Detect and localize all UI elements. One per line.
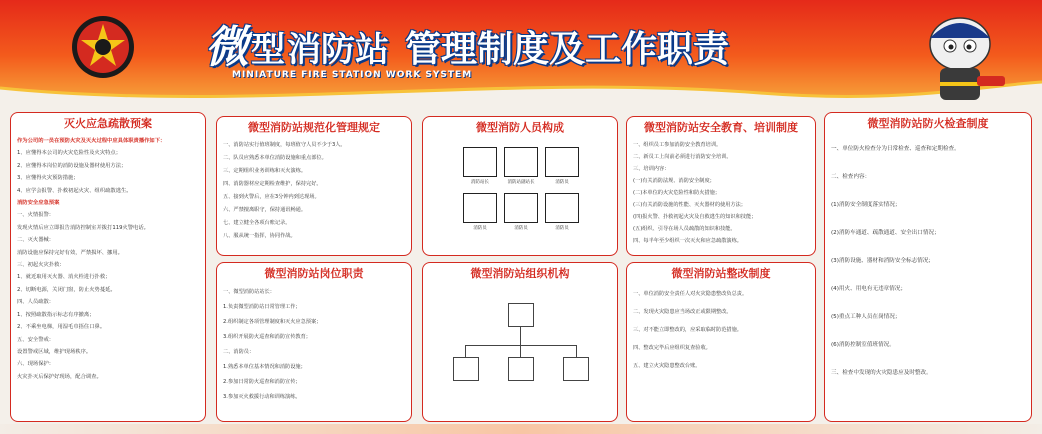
text-line: 1、按照疏散指示标志有序撤离；: [17, 311, 95, 318]
text-line: 消防设施应保持完好有效，严禁损坏、挪用。: [17, 249, 123, 256]
text-line: 四、整改完毕后应组织复查验收。: [633, 345, 711, 351]
text-line: (4)用火、用电有无违章情况；: [831, 286, 907, 292]
text-line: 2.组织制定各项管理制度和灭火应急预案；: [223, 319, 322, 325]
photo-caption: 消防站副站长: [507, 180, 535, 185]
text-line: 3.参加灭火救援行动和训练演练。: [223, 394, 301, 400]
text-line: (5)重点工种人员在岗情况；: [831, 314, 901, 320]
panel-body: [17, 135, 199, 417]
page-title: [205, 18, 730, 73]
text-line: 4、应学会报警、扑救初起火灾、组织疏散逃生。: [17, 187, 132, 194]
text-line: 火灾扑灭后保护好现场，配合调查。: [17, 373, 102, 380]
text-line: 1、就近取用灭火器、消火栓进行扑救；: [17, 274, 111, 281]
panel-rectification: [626, 262, 816, 422]
photo-placeholder: [463, 193, 497, 223]
text-line: 三、对不能立即整改的，应采取临时防范措施。: [633, 327, 742, 333]
text-line: 一、单位防火检查分为日常检查、巡查和定期检查。: [831, 146, 960, 152]
text-line: (1)消防安全制度落实情况；: [831, 202, 901, 208]
photo-caption: 消防站长: [471, 180, 489, 185]
panel-body: [223, 139, 405, 251]
panel-inspection: [824, 112, 1032, 422]
text-line: 发现火情后应立即报告消防控制室并拨打119火警电话。: [17, 224, 149, 231]
text-line: (6)消防控制室值班情况。: [831, 342, 895, 348]
text-line: 一、消防站实行值班制度，每班值守人员不少于3人。: [223, 142, 346, 148]
org-node: [453, 357, 479, 381]
panel-title: 微型消防站组织机构: [470, 267, 570, 280]
text-line: (四)报火警、扑救初起火灾及自救逃生的知识和技能；: [633, 214, 757, 220]
text-line: (2)消防车通道、疏散通道、安全出口情况；: [831, 230, 940, 236]
org-connector: [465, 345, 466, 357]
text-line: 2、切断电源，关闭门窗，防止火势蔓延。: [17, 286, 116, 293]
text-line: 2、不乘坐电梯，用湿毛巾捂住口鼻。: [17, 324, 106, 331]
photo-placeholder: [545, 147, 579, 177]
panel-title: 微型消防站岗位职责: [264, 267, 364, 280]
title-char-3: 消防站: [287, 30, 389, 70]
panel-training: [626, 116, 816, 256]
text-line: 1.负责微型消防站日常管理工作；: [223, 304, 301, 310]
org-node-top: [508, 303, 534, 327]
fire-emblem-icon: [70, 14, 136, 80]
text-line: 二、灭火器械：: [17, 237, 55, 244]
panel-body: [633, 139, 809, 251]
text-line: 1、应懂得本公司的火灾危险性及火灾特点；: [17, 150, 122, 157]
photo-placeholder: [463, 147, 497, 177]
text-line: 一、单位消防安全责任人对火灾隐患整改负总责。: [633, 291, 748, 297]
panel-title: 微型消防人员构成: [476, 121, 564, 134]
text-line: 2.参加日常防火巡查和消防宣传；: [223, 379, 301, 385]
text-line: 四、消防器材应定期检查维护，保持完好。: [223, 181, 322, 187]
panel-standard-management: [216, 116, 412, 256]
text-line: 六、现场保护：: [17, 361, 55, 368]
text-line: 二、消防员：: [223, 349, 255, 355]
text-line: 二、新员工上岗前必须进行消防安全培训。: [633, 154, 732, 160]
panel-personnel: [422, 116, 618, 256]
panel-body: [831, 135, 1025, 417]
photo-caption: 消防员: [555, 226, 569, 231]
panel-duties: [216, 262, 412, 422]
title-rest: 管理制度及工作职责: [405, 29, 730, 70]
photo-placeholder: [504, 193, 538, 223]
text-line: 二、队员应熟悉本单位消防设施和重点部位。: [223, 155, 327, 161]
panel-evacuation-plan: [10, 112, 206, 422]
text-line: (三)有关消防设施的性能、灭火器材的使用方法；: [633, 202, 746, 208]
text-line: 三、定期组织业务训练和灭火演练。: [223, 168, 307, 174]
photo-placeholder: [504, 147, 538, 177]
text-line: 设置警戒区域，维护现场秩序。: [17, 348, 92, 355]
panel-title: 微型消防站整改制度: [671, 267, 771, 280]
title-char-1: 微: [205, 22, 249, 73]
photo-placeholder: [545, 193, 579, 223]
text-line: 二、发现火灾隐患应当场改正或限期整改。: [633, 309, 732, 315]
text-line: 3、应懂得火灾预防措施；: [17, 175, 79, 182]
text-line: 3.组织开展防火巡查和消防宣传教育；: [223, 334, 311, 340]
page-subtitle: MINIATURE FIRE STATION WORK SYSTEM: [232, 70, 473, 80]
text-line: 五、建立火灾隐患整改台账。: [633, 363, 701, 369]
text-line: 一、组织员工参加消防安全教育培训。: [633, 142, 722, 148]
panel-org-structure: [422, 262, 618, 422]
text-line: (3)消防设施、器材和消防安全标志情况；: [831, 258, 935, 264]
panel-title: 微型消防站防火检查制度: [867, 117, 989, 130]
panel-title: 灭火应急疏散预案: [64, 117, 152, 130]
org-node: [508, 357, 534, 381]
text-line: 2、应懂得本岗位的消防设施及器材使用方法；: [17, 162, 127, 169]
title-char-2: 型: [251, 30, 285, 70]
text-line: 三、检查中发现的火灾隐患应及时整改。: [831, 370, 932, 376]
text-line: 五、接到火警后，应在3分钟内到达现场。: [223, 194, 320, 200]
text-line: (五)组织、引导在场人员疏散的知识和技能。: [633, 226, 736, 232]
panel-title: 微型消防站安全教育、培训制度: [644, 121, 798, 134]
text-line: 三、培训内容：: [633, 166, 670, 172]
text-line: 作为公司的一员在预防火灾及灭火过程中应具体职责播作如下：: [17, 138, 166, 144]
text-line: 三、初起火灾扑救：: [17, 262, 65, 269]
text-line: 七、建立健全各项台账记录。: [223, 220, 291, 226]
text-line: 四、每半年至少组织一次灭火和应急疏散演练。: [633, 238, 742, 244]
panel-title: 微型消防站规范化管理规定: [248, 121, 380, 134]
text-line: 五、安全警戒：: [17, 336, 55, 343]
footer-band: [0, 424, 1042, 434]
org-connector: [520, 345, 521, 357]
photo-caption: 消防员: [555, 180, 569, 185]
text-line: (一)有关消防法规、消防安全制度；: [633, 178, 715, 184]
text-line: 二、检查内容：: [831, 174, 871, 180]
org-connector: [520, 327, 521, 345]
text-line: 一、火情报警：: [17, 212, 55, 219]
panel-body: [633, 285, 809, 417]
panel-body: [223, 285, 405, 417]
photo-caption: 消防员: [514, 226, 528, 231]
org-node: [563, 357, 589, 381]
text-line: 八、服从统一指挥，协同作战。: [223, 233, 296, 239]
photo-caption: 消防员: [473, 226, 487, 231]
banner-wave: [0, 68, 1042, 116]
org-connector: [576, 345, 577, 357]
text-line: (二)本单位的火灾危险性和防火措施；: [633, 190, 721, 196]
text-line: 四、人员疏散：: [17, 299, 55, 306]
firefighter-mascot-icon: [905, 4, 1015, 114]
text-line: 六、严禁擅离职守，保持通讯畅通。: [223, 207, 307, 213]
text-line: 一、微型消防站站长：: [223, 289, 275, 295]
text-line: 消防安全应急预案: [17, 200, 60, 207]
text-line: 1.熟悉本单位基本情况和消防设施；: [223, 364, 306, 370]
